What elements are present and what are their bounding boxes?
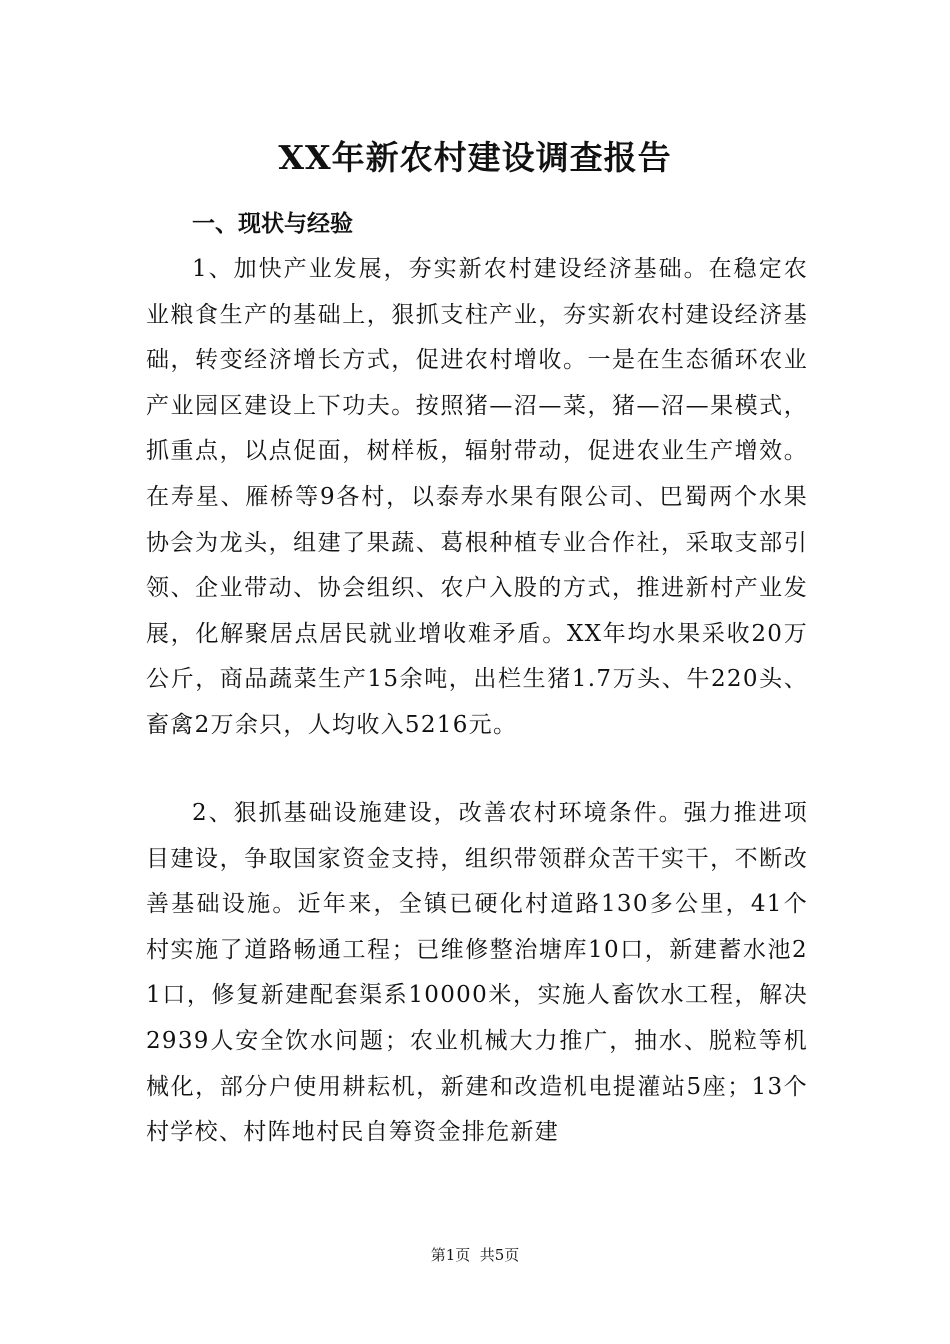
page-number: 第1页 共5页	[430, 1246, 520, 1264]
document-title: XX年新农村建设调查报告	[278, 138, 672, 177]
section-heading: 一、现状与经验	[192, 211, 353, 237]
page-footer	[0, 1245, 950, 1265]
paragraph-1: 1、加快产业发展，夯实新农村建设经济基础。在稳定农业粮食生产的基础上，狠抓支柱产业，夯实新农村建设经济基础，转变经济增长方式，促进农村增收。一是在生态循环农业产业园区建设上下功夫。按照猪—沼—菜，猪—沼—果模式，抓重点，以点促面，树样板，辐射带动，促进农业生产增效。在寿星、雁桥等9各村，以泰寿水果有限公司、巴蜀两个水果协会为龙头，组建了果蔬、葛根种植专业合作社，采取支部引领、企业带动、协会组织、农户入股的方式，推进新村产业发展，化解聚居点居民就业增收难矛盾。XX年均水果采收20万公斤，商品蔬菜生产15余吨，出栏生猪1.7万头、牛220头、畜禽2万余只，人均收入5216元。	[146, 256, 808, 738]
paragraph-2: 2、狠抓基础设施建设，改善农村环境条件。强力推进项目建设，争取国家资金支持，组织带领群众苦干实干，不断改善基础设施。近年来，全镇已硬化村道路130多公里，41个村实施了道路畅通工程；已维修整治塘库10口，新建蓄水池21口，修复新建配套渠系10000米，实施人畜饮水工程，解决2939人安全饮水问题；农业机械大力推广，抽水、脱粒等机械化，部分户使用耕耘机，新建和改造机电提灌站5座；13个村学校、村阵地村民自筹资金排危新建	[146, 800, 808, 1146]
